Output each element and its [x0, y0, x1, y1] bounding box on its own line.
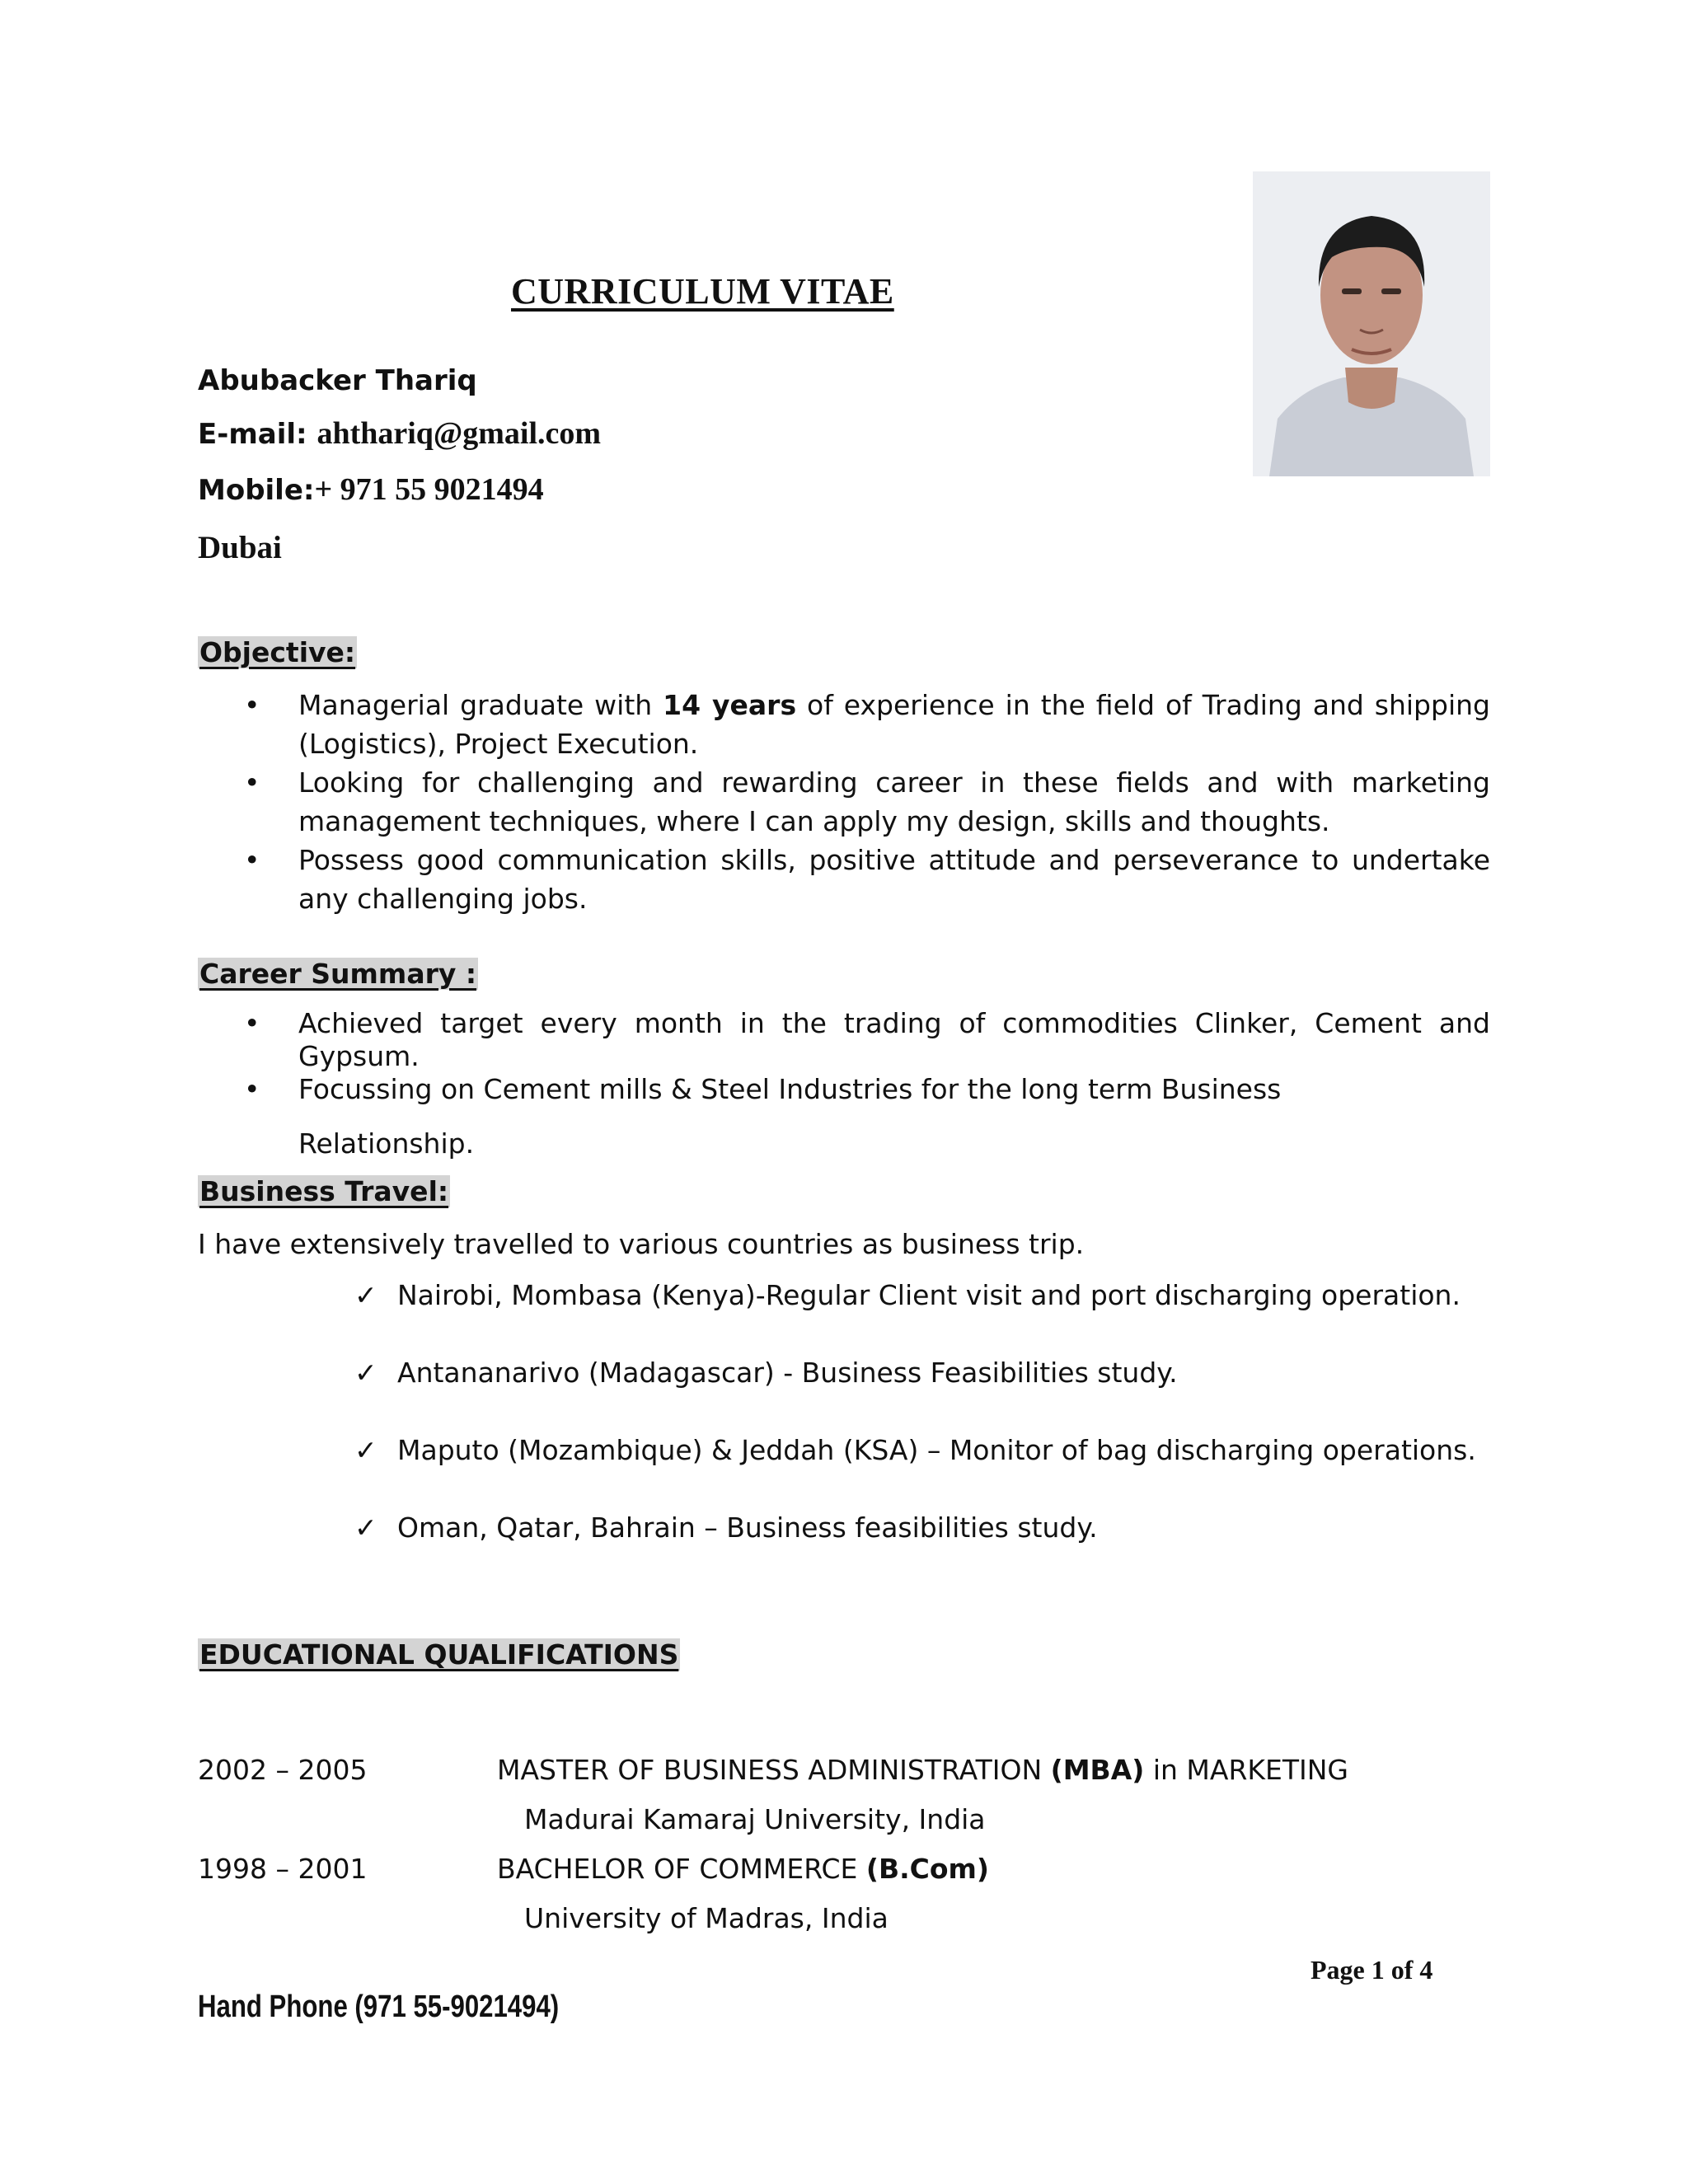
profile-photo [1253, 171, 1490, 476]
education-university: University of Madras, India [524, 1902, 889, 1934]
education-years: 2002 – 2005 [198, 1754, 368, 1786]
objective-heading: Objective: [199, 636, 356, 668]
candidate-name: Abubacker Thariq [198, 364, 477, 397]
career-summary-heading: Career Summary : [199, 958, 477, 990]
career-summary-list [198, 1007, 1490, 1106]
location: Dubai [198, 530, 282, 565]
career-summary-continuation: Relationship. [298, 1127, 475, 1160]
email-line [198, 415, 601, 452]
hand-phone-footer: Hand Phone (971 55-9021494) [198, 1990, 560, 2024]
document-title: CURRICULUM VITAE [511, 271, 894, 312]
list-item: ✓ Nairobi, Mombasa (Kenya)-Regular Client visit and port discharging operation. [354, 1271, 1490, 1320]
mobile-value: + 971 55 9021494 [314, 472, 544, 507]
business-travel-list [354, 1271, 1490, 1581]
business-travel-heading: Business Travel: [199, 1175, 449, 1207]
education-degree: MASTER OF BUSINESS ADMINISTRATION (MBA) in MARKETING [497, 1754, 1349, 1786]
email-label: E-mail: [198, 418, 317, 451]
education-university: Madurai Kamaraj University, India [524, 1803, 986, 1835]
business-travel-intro: I have extensively travelled to various countries as business trip. [198, 1228, 1085, 1260]
education-degree: BACHELOR OF COMMERCE (B.Com) [497, 1853, 990, 1885]
list-item: ✓ Maputo (Mozambique) & Jeddah (KSA) – Monitor of bag discharging operations. [354, 1426, 1490, 1475]
list-item: • Possess good communication skills, positive attitude and perseverance to undertake any challenging jobs. [198, 841, 1490, 918]
email-value: ahthariq@gmail.com [316, 416, 602, 451]
mobile-label: Mobile: [198, 474, 315, 507]
list-item: ✓ Antananarivo (Madagascar) - Business Feasibilities study. [354, 1348, 1490, 1398]
education-years: 1998 – 2001 [198, 1853, 368, 1885]
list-item: • Achieved target every month in the trading of commodities Clinker, Cement and Gypsum. [198, 1007, 1490, 1073]
list-item: • Managerial graduate with 14 years of experience in the field of Trading and shipping (Logistics), Project Execution. [198, 686, 1490, 763]
list-item: • Looking for challenging and rewarding career in these fields and with marketing management techniques, where I can apply my design, skills and thoughts. [198, 763, 1490, 841]
list-item: • Focussing on Cement mills & Steel Industries for the long term Business [198, 1073, 1490, 1106]
objective-list [198, 686, 1490, 918]
page-number: Page 1 of 4 [1311, 1955, 1433, 1985]
education-heading: EDUCATIONAL QUALIFICATIONS [199, 1638, 679, 1671]
mobile-line [198, 471, 544, 508]
list-item: ✓ Oman, Qatar, Bahrain – Business feasibilities study. [354, 1503, 1490, 1553]
